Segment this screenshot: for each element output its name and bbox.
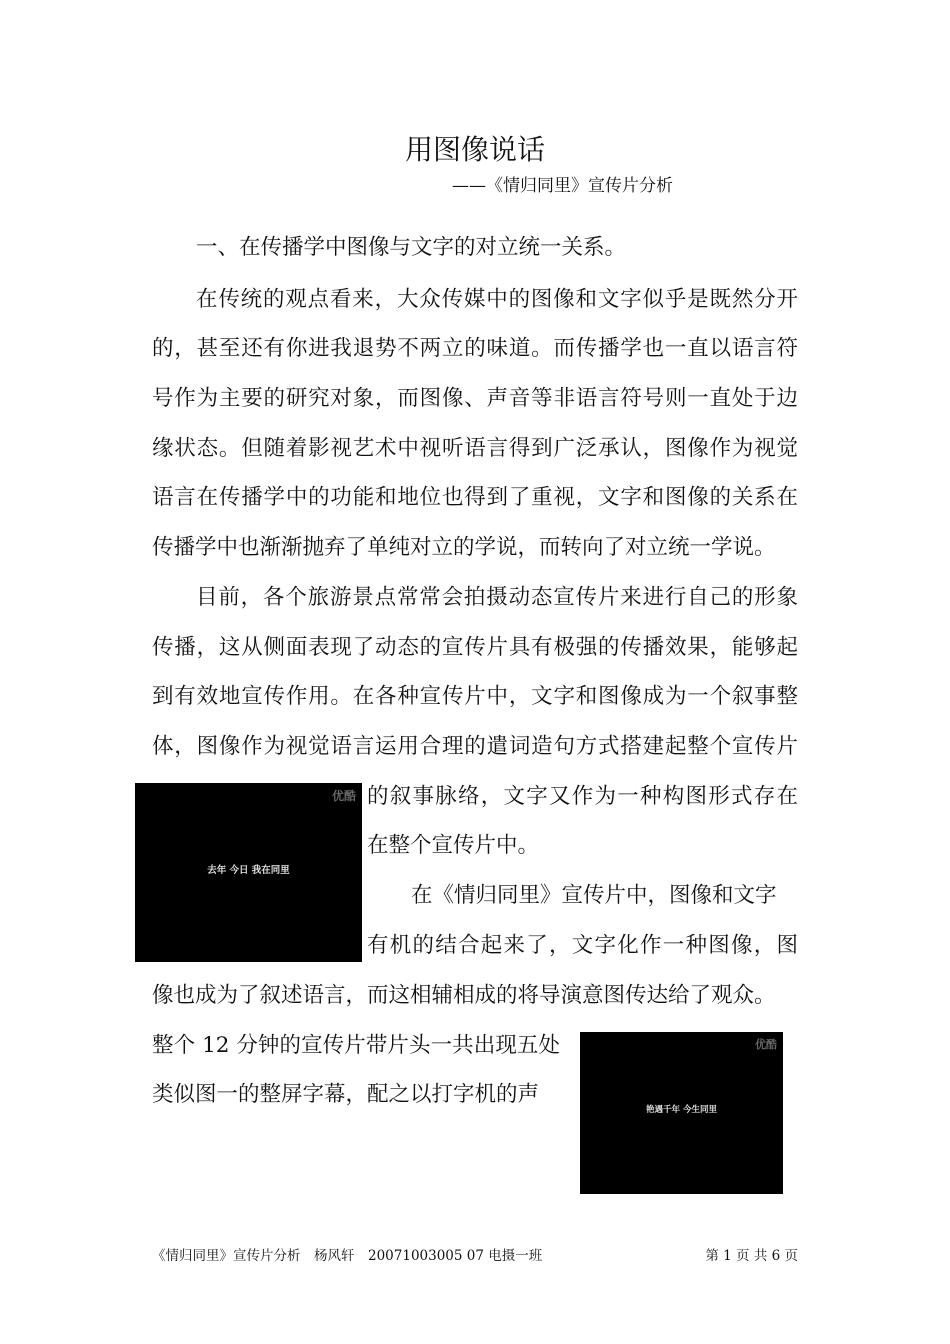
page-title: 用图像说话 — [404, 133, 545, 166]
paragraph-line: 目前，各个旅游景点常常会拍摄动态宣传片来进行自己的形象 — [196, 585, 798, 610]
paragraph-line: 的，甚至还有你进我退势不两立的味道。而传播学也一直以语言符 — [152, 336, 798, 361]
still-caption: 去年 今日 我在同里 — [207, 865, 290, 876]
paragraph-line: 在《情归同里》宣传片中，图像和文字 — [411, 883, 777, 908]
paragraph-line: 体，图像作为视觉语言运用合理的遣词造句方式搭建起整个宣传片 — [152, 734, 798, 759]
paragraph-line: 传播，这从侧面表现了动态的宣传片具有极强的传播效果，能够起 — [152, 635, 798, 660]
paragraph-line: 有机的结合起来了，文字化作一种图像，图 — [367, 933, 798, 958]
paragraph-line: 整个 12 分钟的宣传片带片头一共出现五处 — [152, 1033, 560, 1058]
paragraph-line: 到有效地宣传作用。在各种宣传片中，文字和图像成为一个叙事整 — [152, 684, 798, 709]
youku-watermark: 优酷 — [755, 1038, 777, 1051]
paragraph-line: 像也成为了叙述语言，而这相辅相成的将导演意图传达给了观众。 — [152, 983, 776, 1008]
paragraph-line: 在整个宣传片中。 — [367, 833, 540, 858]
video-still-figure-1 — [135, 783, 362, 962]
youku-watermark: 优酷 — [331, 789, 356, 803]
paragraph-line: 传播学中也渐渐抛弃了单纯对立的学说，而转向了对立统一学说。 — [152, 535, 776, 560]
page-subtitle: ——《情归同里》宣传片分析 — [452, 176, 673, 196]
paragraph-line: 类似图一的整屏字幕，配之以打字机的声 — [152, 1082, 540, 1107]
footer-document-info: 《情归同里》宣传片分析 杨风轩 20071003005 07 电摄一班 — [152, 1248, 543, 1264]
still-caption: 艳遇千年 今生同里 — [646, 1105, 717, 1115]
video-still-figure-2 — [580, 1032, 783, 1194]
paragraph-line: 号作为主要的研究对象，而图像、声音等非语言符号则一直处于边 — [152, 386, 798, 411]
paragraph-line: 在传统的观点看来，大众传媒中的图像和文字似乎是既然分开 — [196, 287, 798, 312]
paragraph-line: 缘状态。但随着影视艺术中视听语言得到广泛承认，图像作为视觉 — [152, 436, 798, 461]
paragraph-line: 语言在传播学中的功能和地位也得到了重视，文字和图像的关系在 — [152, 485, 798, 510]
footer-page-number: 第 1 页 共 6 页 — [705, 1248, 798, 1264]
section-heading: 一、在传播学中图像与文字的对立统一关系。 — [196, 235, 627, 260]
paragraph-line: 的叙事脉络，文字又作为一种构图形式存在 — [367, 784, 798, 809]
